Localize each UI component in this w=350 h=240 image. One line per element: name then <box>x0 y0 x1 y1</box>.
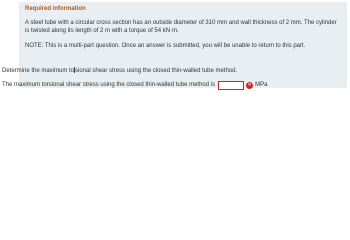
answer-row <box>2 80 267 90</box>
required-information-panel <box>19 2 347 88</box>
answer-input[interactable] <box>218 81 244 90</box>
question-text <box>2 67 237 74</box>
answer-prompt: The maximum torsional shear stress using the closed thin-walled tube method is <box>2 82 216 88</box>
required-information-title: Required information <box>25 6 86 12</box>
problem-statement: A steel tube with a circular cross section has an outside diameter of 310 mm and wall thickness of 2 mm. The cylinder is twisted along its length of 2 m with a torque of 54 kN·m. <box>25 20 337 35</box>
question-text-start: Determine the maximum to <box>2 68 75 74</box>
x-circle-icon: ✕ <box>247 81 252 88</box>
multi-part-note: NOTE: This is a multi-part question. Once an answer is submitted, you will be unable to return to this part. <box>25 43 306 49</box>
unit-label: MPa <box>255 82 268 88</box>
question-page <box>0 0 350 108</box>
question-text-end: sional shear stress using the closed thin-walled tube method. <box>75 68 238 74</box>
